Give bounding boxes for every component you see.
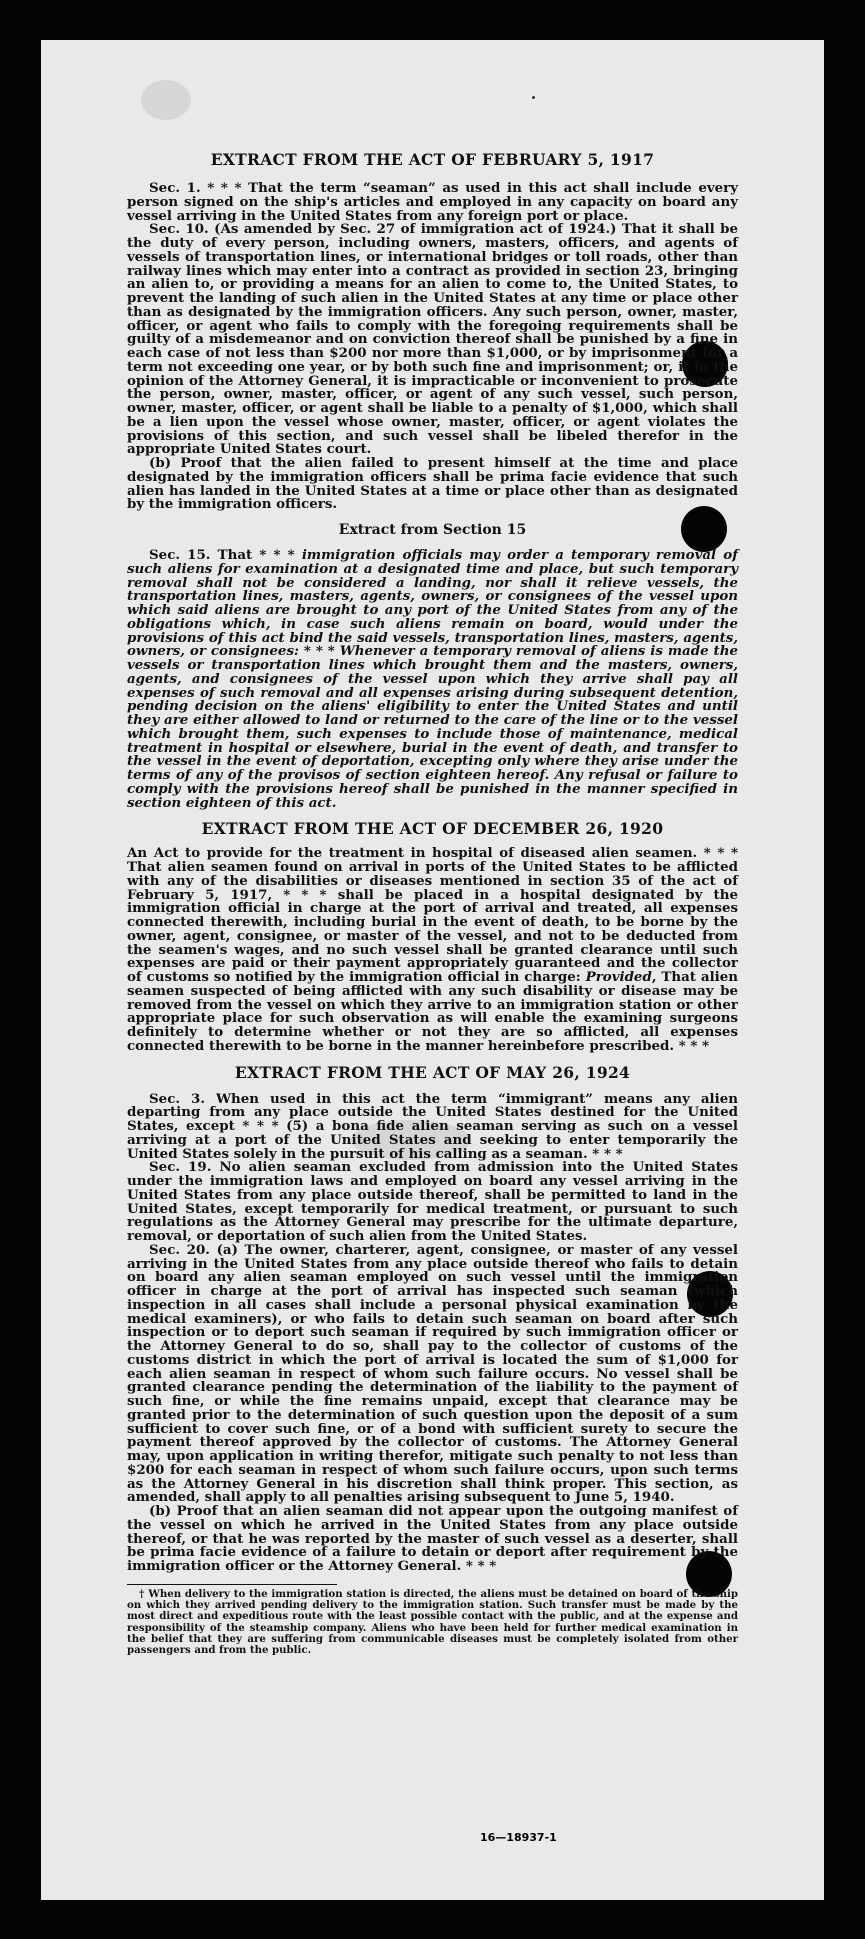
text-run: An Act to provide for the treatment in hospital of diseased alien seamen. * * * That alien seamen found on arrival in ports of the United States to be afflicted with any of the disabilities or diseases mentioned in section 35 of the act of February 5, 1917, * * * shall be placed in a hospital designated by the immigration official in charge at the port of arrival and treated, all expenses connected therewith, including burial in the event of death, to be borne by the owner, agent, consignee, or master of the vessel, and not to be deducted from the seamen's wages, and no such vessel shall be granted clearance until such expenses are paid or their payment appropriately guaranteed and the collector of customs so notified by the immigration official in charge: [127,845,738,985]
paragraph: Sec. 19. No alien seaman excluded from admission into the United States under the immigration laws and employed on board any vessel arriving in the United States from any place outside thereof, shall be permitted to land in the United States, except temporarily for medical treatment, or pursuant to such regulations as the Attorney General may prescribe for the ultimate departure, removal, or deportation of such alien from the United States. [127,1159,738,1244]
document-page [41,40,824,1900]
text-run: , That alien seamen suspected of being afflicted with any such disability or disease may be removed from the vessel on which they arrive to an immigration station or other appropriate place for such observation as will enable the examining surgeons definitely to determine whether or not they are so afflicted, all expenses connected therewith to be borne in the manner hereinbefore prescribed. * * * [127,969,738,1054]
paragraph: (b) Proof that the alien failed to present himself at the time and place designated by the immigration officers shall be prima facie evidence that such alien has landed in the United States at a time or place other than as designated by the immigration officers. [127,455,738,513]
paragraph: Sec. 1. * * * That the term “seaman” as used in this act shall include every person signed on the ship's articles and employed in any capacity on board any vessel arriving in the United States from any foreign port or place. [127,180,738,224]
paragraph: Sec. 3. When used in this act the term “immigrant” means any alien departing from any place outside the United States destined for the United States, except * * * (5) a bona fide alien seaman serving as such on a vessel arriving at a port of the United States and seeking to enter temporarily the United States solely in the pursuit of his calling as a seaman. * * * [127,1090,738,1162]
paragraph: (b) Proof that an alien seaman did not appear upon the outgoing manifest of the vessel on which he arrived in the United States from any place outside thereof, or that he was reported by the master of such vessel as a deserter, shall be prima facie evidence of a failure to detain or deport after requirement by the immigration officer or the Attorney General. * * * [127,1503,738,1574]
section-heading: EXTRACT FROM THE ACT OF MAY 26, 1924 [234,1062,631,1082]
form-number: 16—18937-1 [480,1831,557,1844]
section-heading: EXTRACT FROM THE ACT OF FEBRUARY 5, 1917 [210,150,655,169]
section-lead: Sec. 15. That * * * [149,547,302,563]
footnote: † When delivery to the immigration station is directed, the aliens must be detained on board of the ship on which they arrived pending delivery to the immigration station. Such transfer must be made by the most direct and expeditious route with the least possible contact with the public, and at the expense and responsibility of the steamship company. Aliens who have been held for further medical examination in the belief that they are suffering from communicable diseases must be completely isolated from other passengers and from the public. [127,1587,738,1657]
paragraph [127,549,738,810]
italic-text: immigration officials may order a temporary removal of such aliens for examination at a designated time and place, but such temporary removal shall not be considered a landing, nor shall it relieve vessels, the transportation lines, masters, agents, owners, or consignees of the vessel upon which said aliens are brought to any port of the United States from any of the obligations which, in case such aliens remain on board, would under the provisions of this act bind the said vessels, transportation lines, masters, agents, owners, or consignees: * * * Whenever a temporary removal of aliens is made the vessels or transportation lines which brought them and the masters, owners, agents, and consignees of the vessel upon which they arrive shall pay all expenses of such removal and all expenses arising during subsequent detention, pending decision on the aliens' eligibility to enter the United States and until they are either allowed to land or returned to the care of the line or to the vessel which brought them, such expenses to include those of maintenance, medical treatment in hospital or elsewhere, burial in the event of death, and transfer to the vessel in the event of deportation, excepting only where they arise under the terms of any of the provisos of section eighteen hereof. Any refusal or failure to comply with the provisions hereof shall be punished in the manner specified in section eighteen of this act. [127,547,738,811]
paragraph: Sec. 20. (a) The owner, charterer, agent, consignee, or master of any vessel arriving in the United States from any place outside thereof who fails to detain on board any alien seaman employed on such vessel until the immigration officer in charge at the port of arrival has inspected such seaman (which inspection in all cases shall include a personal physical examination by the medical examiners), or who fails to detain such seaman on board after such inspection or to deport such seaman if required by such immigration officer or the Attorney General to do so, shall pay to the collector of customs of the customs district in which the port of arrival is located the sum of $1,000 for each alien seaman in respect of whom such failure occurs. No vessel shall be granted clearance pending the determination of the liability to the payment of such fine, or while the fine remains unpaid, except that clearance may be granted prior to the determination of such question upon the deposit of a sum sufficient to cover such fine, or of a bond with sufficient surety to secure the payment thereof approved by the collector of customs. The Attorney General may, upon application in writing therefor, mitigate such penalty to not less than $200 for each seaman in respect of whom such failure occurs, upon such terms as the Attorney General in his discretion shall think proper. This section, as amended, shall apply to all penalties arising subsequent to June 5, 1940. [127,1241,738,1506]
paragraph [127,847,738,1053]
section-subheading: Extract from Section 15 [338,522,527,538]
document-body [127,150,738,1657]
page-smudge [141,80,191,120]
paragraph: Sec. 10. (As amended by Sec. 27 of immigration act of 1924.) That it shall be the duty of every person, including owners, masters, officers, and agents of vessels of transportation lines, or international bridges or toll roads, other than railway lines which may enter into a contract as provided in section 23, bringing an alien to, or providing a means for an alien to come to, the United States, to prevent the landing of such alien in the United States at any time or place other than as designated by the immigration officers. Any such person, owner, master, officer, or agent who fails to comply with the foregoing requirements shall be guilty of a misdemeanor and on conviction thereof shall be punished by a fine in each case of not less than $200 nor more than $1,000, or by imprisonment for a term not exceeding one year, or by both such fine and imprisonment; or, if in the opinion of the Attorney General, it is impracticable or inconvenient to prosecute the person, owner, master, officer, or agent of any such vessel, such person, owner, master, officer, or agent shall be liable to a penalty of $1,000, which shall be a lien upon the vessel whose owner, master, officer, or agent violates the provisions of this section, and such vessel shall be libeled therefor in the appropriate United States court. [127,221,738,458]
section-heading: EXTRACT FROM THE ACT OF DECEMBER 26, 1920 [201,819,664,839]
italic-text: Provided [585,969,652,985]
page-speck [532,96,535,99]
